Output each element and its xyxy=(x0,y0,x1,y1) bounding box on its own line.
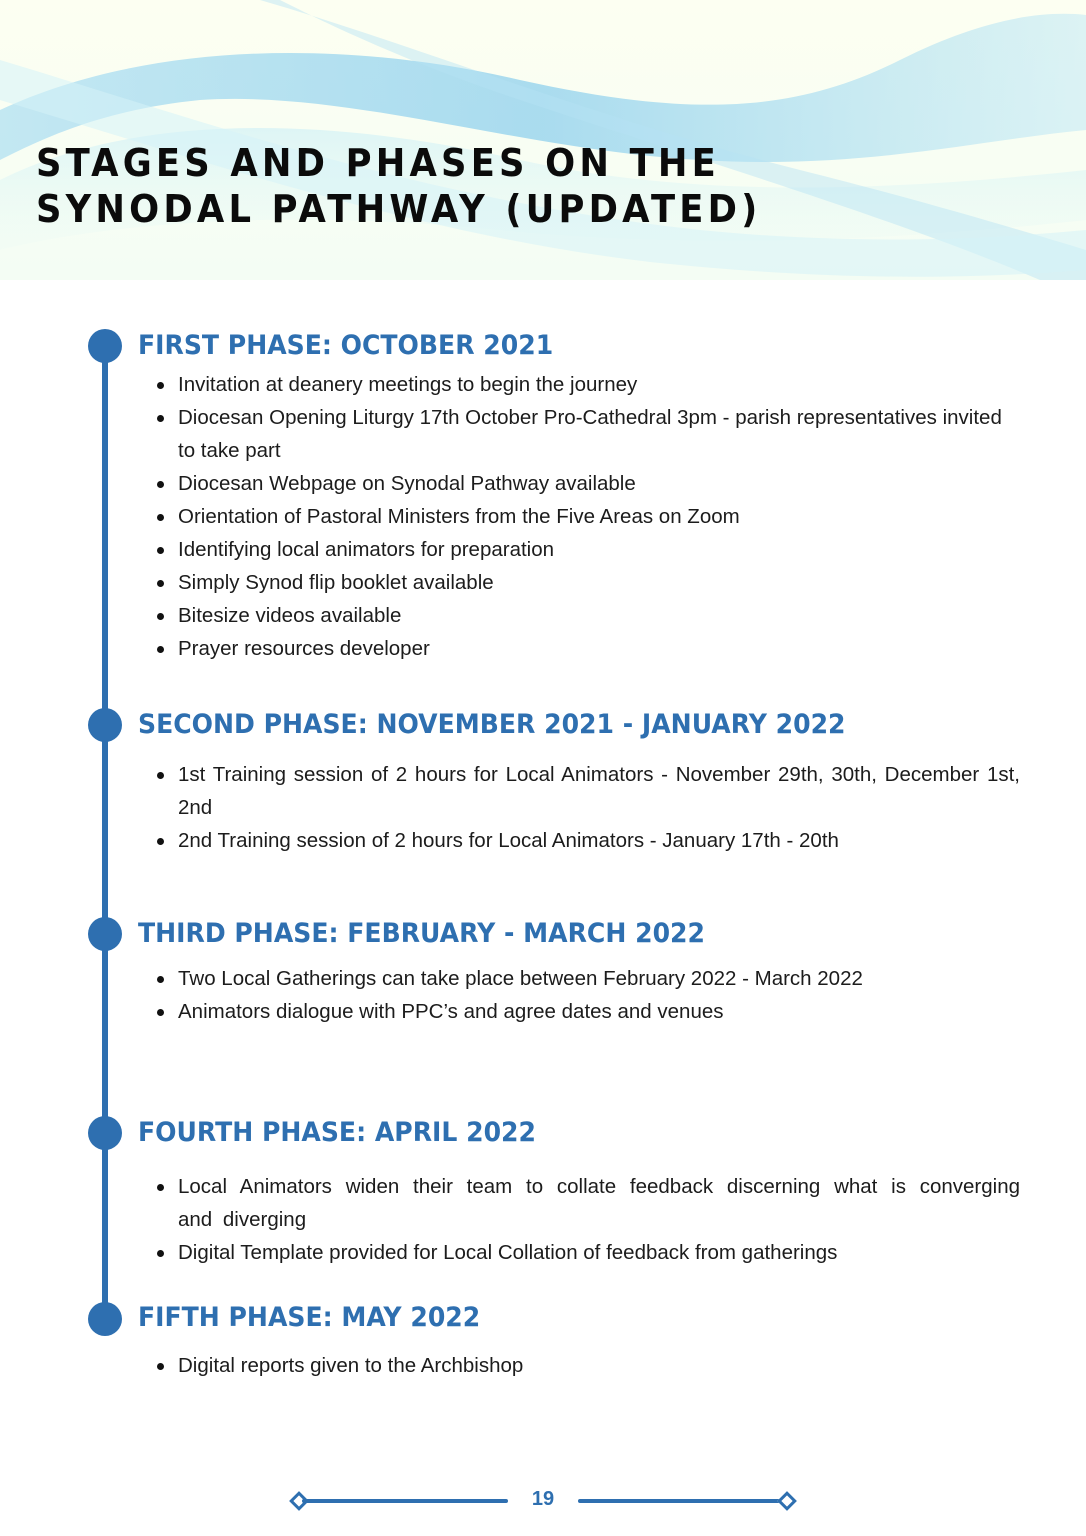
page-title xyxy=(36,140,761,232)
list-item: Digital reports given to the Archbishop xyxy=(178,1349,1020,1382)
list-item: Digital Template provided for Local Collation of feedback from gatherings xyxy=(178,1236,1020,1269)
footer-rule-left xyxy=(302,1499,508,1503)
list-item: Orientation of Pastoral Ministers from the Five Areas on Zoom xyxy=(178,500,1020,533)
list-item: Two Local Gatherings can take place between February 2022 - March 2022 xyxy=(178,962,1020,995)
page-title-line-1: STAGES AND PHASES ON THE xyxy=(36,141,721,185)
list-item: Prayer resources developer xyxy=(178,632,1020,665)
timeline-dot-icon xyxy=(88,1302,122,1336)
phase-title: FOURTH PHASE: APRIL 2022 xyxy=(138,1117,536,1148)
list-item: 1st Training session of 2 hours for Local Animators - November 29th, 30th, December 1st, 2nd xyxy=(178,758,1020,824)
list-item: Diocesan Webpage on Synodal Pathway available xyxy=(178,467,1020,500)
list-item: Invitation at deanery meetings to begin the journey xyxy=(178,368,1020,401)
phase-item-list xyxy=(150,1349,1020,1382)
page-number: 19 xyxy=(531,1488,555,1510)
page-title-line-2: SYNODAL PATHWAY (UPDATED) xyxy=(36,187,762,231)
list-item: 2nd Training session of 2 hours for Local Animators - January 17th - 20th xyxy=(178,824,1020,857)
footer-rule-right xyxy=(578,1499,782,1503)
timeline-dot-icon xyxy=(88,917,122,951)
phase-item-list xyxy=(150,758,1020,857)
phase-title: THIRD PHASE: FEBRUARY - MARCH 2022 xyxy=(138,918,705,949)
header-banner xyxy=(0,0,1086,280)
page-footer xyxy=(0,1486,1086,1516)
phase-title: SECOND PHASE: NOVEMBER 2021 - JANUARY 2022 xyxy=(138,709,846,740)
list-item: Diocesan Opening Liturgy 17th October Pro-Cathedral 3pm - parish representatives invited to take part xyxy=(178,401,1020,467)
timeline-line xyxy=(102,344,108,1319)
list-item: Simply Synod flip booklet available xyxy=(178,566,1020,599)
list-item: Local Animators widen their team to collate feedback discerning what is converging and diverging xyxy=(178,1170,1020,1236)
list-item: Identifying local animators for preparation xyxy=(178,533,1020,566)
list-item: Bitesize videos available xyxy=(178,599,1020,632)
timeline-dot-icon xyxy=(88,329,122,363)
diamond-right-icon xyxy=(777,1491,797,1511)
timeline-dot-icon xyxy=(88,708,122,742)
timeline-dot-icon xyxy=(88,1116,122,1150)
phase-item-list xyxy=(150,368,1020,665)
phase-item-list xyxy=(150,962,1020,1028)
phase-title: FIRST PHASE: OCTOBER 2021 xyxy=(138,330,554,361)
list-item: Animators dialogue with PPC’s and agree dates and venues xyxy=(178,995,1020,1028)
phase-title: FIFTH PHASE: MAY 2022 xyxy=(138,1302,481,1333)
phase-item-list xyxy=(150,1170,1020,1269)
